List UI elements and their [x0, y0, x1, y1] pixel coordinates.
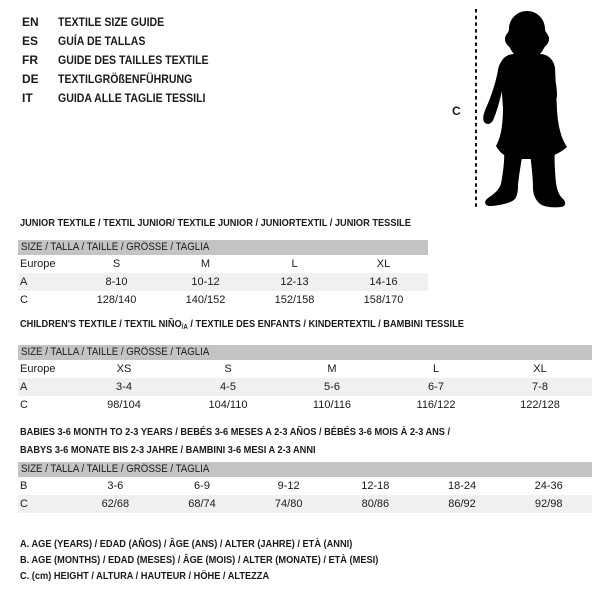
row-label: A — [20, 381, 28, 393]
size-cell: L — [432, 363, 440, 375]
footnote-list — [20, 536, 427, 584]
language-title: GUIDA ALLE TAGLIE TESSILI — [58, 91, 206, 105]
size-header-bar: SIZE / TALLA / TAILLE / GRÖSSE / TAGLIA — [18, 240, 428, 255]
size-cell: L — [291, 258, 298, 270]
language-row-es — [22, 32, 229, 51]
size-cell: 128/140 — [96, 294, 137, 306]
row-label: C — [20, 294, 28, 306]
table-row-c — [18, 396, 592, 414]
size-cell: S — [224, 363, 232, 375]
footnote-b: B. AGE (MONTHS) / EDAD (MESES) / ÂGE (MOIS) / ALTER (MONATE) / ETÀ (MESI) — [20, 554, 379, 566]
table-row-europe — [18, 255, 428, 273]
row-label: A — [20, 276, 28, 288]
language-code: IT — [22, 91, 33, 105]
size-cell: M — [327, 363, 337, 375]
toddler-silhouette-icon — [470, 0, 600, 215]
size-cell: 68/74 — [188, 498, 216, 510]
size-cell: XL — [376, 258, 391, 270]
language-title: GUÍA DE TALLAS — [58, 34, 146, 48]
table-row-c — [18, 495, 592, 513]
children-table-title: CHILDREN'S TEXTILE / TEXTIL $NIÑO_{/A}$ / TEXTILE DES ENFANTS / KINDERTEXTIL / BAMBINI TESSILE — [20, 318, 464, 331]
babies-size-table — [18, 462, 592, 513]
size-cell: 10-12 — [191, 276, 220, 288]
row-label: C — [20, 498, 28, 510]
size-cell: 3-4 — [116, 381, 132, 393]
size-cell: 62/68 — [101, 498, 130, 510]
size-cell: 104/110 — [208, 399, 248, 411]
junior-table-title: JUNIOR TEXTILE / TEXTIL JUNIOR/ TEXTILE JUNIOR / JUNIORTEXTIL / JUNIOR TESSILE — [20, 217, 411, 229]
size-cell: 7-8 — [532, 381, 548, 393]
size-cell: 158/170 — [363, 294, 404, 306]
size-cell: XL — [533, 363, 547, 375]
size-cell: 6-9 — [194, 480, 210, 492]
language-code: EN — [22, 15, 39, 29]
size-header-bar: SIZE / TALLA / TAILLE / GRÖSSE / TAGLIA — [18, 345, 592, 360]
size-cell: 14-16 — [369, 276, 398, 288]
footnote-a: A. AGE (YEARS) / EDAD (AÑOS) / ÂGE (ANS) / ALTER (JAHRE) / ETÀ (ANNI) — [20, 538, 353, 550]
size-cell: 110/116 — [312, 399, 352, 411]
table-row-a — [18, 378, 592, 396]
size-cell: 4-5 — [220, 381, 236, 393]
table-row-a — [18, 273, 428, 291]
table-row-c — [18, 291, 428, 309]
row-label: Europe — [20, 363, 56, 375]
size-cell: 116/122 — [416, 399, 456, 411]
size-cell: 80/86 — [361, 498, 390, 510]
size-cell: 152/158 — [274, 294, 315, 306]
size-cell: 8-10 — [105, 276, 128, 288]
size-cell: 12-18 — [361, 480, 390, 492]
language-code: ES — [22, 34, 39, 48]
junior-size-table — [18, 240, 428, 309]
language-code: FR — [22, 53, 38, 67]
table-row-b — [18, 477, 592, 495]
size-cell: 9-12 — [277, 480, 300, 492]
table-row-europe — [18, 360, 592, 378]
language-row-fr — [22, 51, 229, 70]
size-cell: XS — [116, 363, 132, 375]
language-title-list — [22, 13, 229, 108]
language-row-it — [22, 89, 229, 108]
size-cell: 3-6 — [107, 480, 124, 492]
footnote-c: C. (cm) HEIGHT / ALTURA / HAUTEUR / HÖHE / ALTEZZA — [20, 570, 270, 582]
size-cell: 12-13 — [280, 276, 309, 288]
children-size-table — [18, 345, 592, 414]
size-cell: 6-7 — [428, 381, 444, 393]
language-title: TEXTILGRÖßENFÜHRUNG — [58, 72, 193, 86]
language-title: TEXTILE SIZE GUIDE — [58, 15, 165, 29]
size-cell: S — [112, 258, 121, 270]
row-label: C — [20, 399, 28, 411]
language-row-en — [22, 13, 229, 32]
row-label: Europe — [20, 258, 56, 270]
subscript-a: /A — [181, 324, 188, 331]
size-cell: 74/80 — [274, 498, 303, 510]
language-row-de — [22, 70, 229, 89]
size-header-bar: SIZE / TALLA / TAILLE / GRÖSSE / TAGLIA — [18, 462, 592, 477]
language-title: GUIDE DES TAILLES TEXTILE — [58, 53, 209, 67]
size-cell: M — [200, 258, 211, 270]
size-cell: 122/128 — [520, 399, 560, 411]
size-cell: 98/104 — [107, 399, 141, 411]
language-code: DE — [22, 72, 39, 86]
height-measure-label: C — [452, 104, 461, 118]
size-cell: 24-36 — [534, 480, 563, 492]
size-cell: 18-24 — [447, 480, 477, 492]
size-cell: 5-6 — [324, 381, 340, 393]
size-cell: 140/152 — [185, 294, 226, 306]
size-cell: 92/98 — [534, 498, 563, 510]
row-label: B — [20, 480, 28, 492]
babies-table-title: BABIES 3-6 MONTH TO 2-3 YEARS / BEBÉS 3-6 MESES A 2-3 AÑOS / BÉBÉS 3-6 MOIS À 2-3 ANS / BABYS 3-6 MONATE BIS 2-3 JAHRE / BAMBINI 3-6 MESI A 2-3 ANNI — [20, 426, 451, 456]
size-cell: 86/92 — [448, 498, 476, 510]
